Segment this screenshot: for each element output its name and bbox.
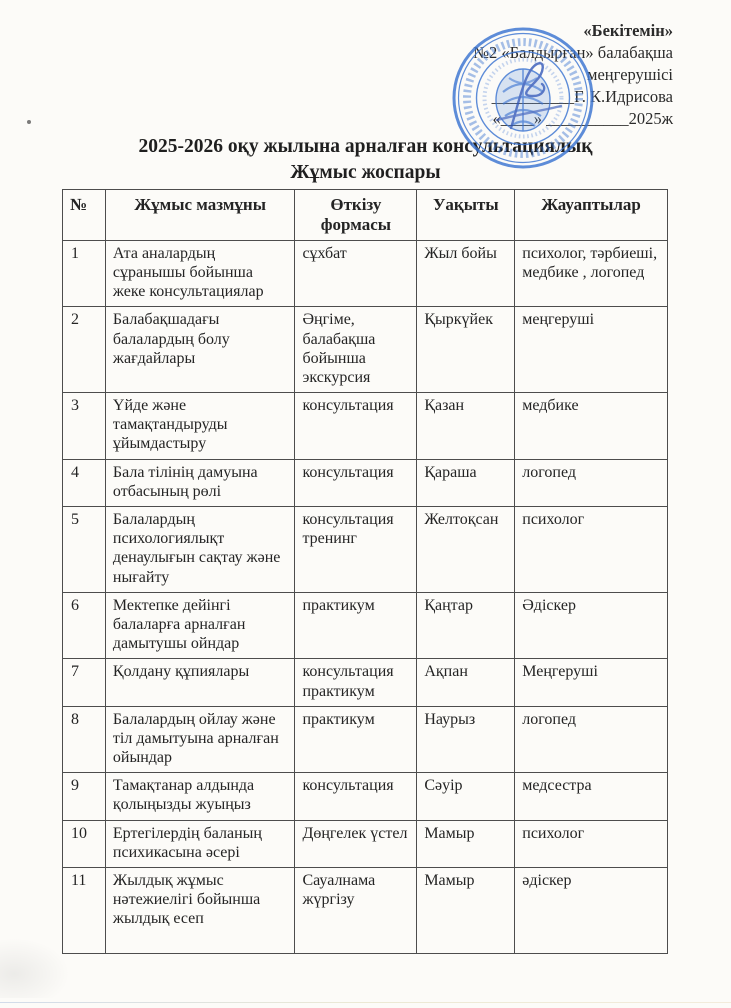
table-row — [63, 507, 668, 593]
table-row — [63, 820, 668, 867]
table-cell: 3 — [63, 393, 106, 460]
table-cell: Балалардың психологиялықт денаулығын сақтау және нығайту — [105, 507, 295, 593]
table-cell: Бала тілінің дамуына отбасының рөлі — [105, 459, 295, 506]
table-cell: психолог, тәрбиеші, медбике , логопед — [515, 240, 668, 307]
table-cell: логопед — [515, 459, 668, 506]
approval-block — [473, 20, 673, 130]
table-cell: меңгеруші — [515, 307, 668, 393]
approval-date-line: «____» __________2025ж — [492, 109, 673, 128]
table-cell: Қазан — [417, 393, 515, 460]
approval-signature-line: __________Г. К.Идрисова — [491, 87, 673, 106]
table-cell: медбике — [515, 393, 668, 460]
table-row — [63, 459, 668, 506]
table-cell: 7 — [63, 659, 106, 706]
table-cell: 11 — [63, 868, 106, 954]
header-form: Өткізу формасы — [295, 190, 417, 241]
table-cell: психолог — [515, 820, 668, 867]
document-title-line2: Жұмыс жоспары — [290, 162, 441, 183]
table-cell: Балалардың ойлау және тіл дамытуына арналған ойындар — [105, 706, 295, 773]
table-row — [63, 868, 668, 954]
table-cell: Мамыр — [417, 868, 515, 954]
table-cell: Әңгіме, балабақша бойынша экскурсия — [295, 307, 417, 393]
table-cell: консультация практикум — [295, 659, 417, 706]
table-cell: Мамыр — [417, 820, 515, 867]
table-cell: Сауалнама жүргізу — [295, 868, 417, 954]
table-cell: Жыл бойы — [417, 240, 515, 307]
approval-line: «Бекітемін» — [583, 21, 673, 40]
table-cell: 2 — [63, 307, 106, 393]
table-cell: әдіскер — [515, 868, 668, 954]
table-row — [63, 307, 668, 393]
table-cell: Ертегілердің баланың психикасына әсері — [105, 820, 295, 867]
scan-speck — [27, 120, 31, 124]
table-cell: 10 — [63, 820, 106, 867]
table-cell: Сәуір — [417, 773, 515, 820]
table-row — [63, 773, 668, 820]
header-number: № — [63, 190, 106, 241]
table-cell: Балабақшадағы балалардың болу жағдайлары — [105, 307, 295, 393]
table-cell: психолог — [515, 507, 668, 593]
table-body — [63, 240, 668, 953]
table-cell: консультация тренинг — [295, 507, 417, 593]
table-cell: консультация — [295, 393, 417, 460]
table-cell: 6 — [63, 592, 106, 659]
table-cell: практикум — [295, 706, 417, 773]
table-cell: Желтоқсан — [417, 507, 515, 593]
table-cell: 4 — [63, 459, 106, 506]
document-title-line1: 2025-2026 оқу жылына арналған консультациялық — [138, 136, 593, 157]
table-cell: сұхбат — [295, 240, 417, 307]
table-cell: Әдіскер — [515, 592, 668, 659]
table-cell: Наурыз — [417, 706, 515, 773]
work-plan-table — [62, 189, 668, 954]
table-row — [63, 706, 668, 773]
header-responsible: Жауаптылар — [515, 190, 668, 241]
table-row — [63, 393, 668, 460]
table-cell: Меңгеруші — [515, 659, 668, 706]
table-cell: Қаңтар — [417, 592, 515, 659]
table-cell: Қолдану құпиялары — [105, 659, 295, 706]
header-work-content: Жұмыс мазмұны — [105, 190, 295, 241]
table-cell: Үйде және тамақтандыруды ұйымдастыру — [105, 393, 295, 460]
table-row — [63, 659, 668, 706]
table-cell: консультация — [295, 773, 417, 820]
approval-line: меңгерушісі — [587, 65, 673, 84]
document-title — [0, 134, 731, 186]
table-cell: 9 — [63, 773, 106, 820]
header-time: Уақыты — [417, 190, 515, 241]
scan-smudge — [0, 938, 70, 998]
table-cell: логопед — [515, 706, 668, 773]
table-header-row — [63, 190, 668, 241]
table-cell: Ақпан — [417, 659, 515, 706]
table-row — [63, 592, 668, 659]
table-cell: Қараша — [417, 459, 515, 506]
table-cell: 5 — [63, 507, 106, 593]
approval-line: №2 «Балдырған» балабақша — [473, 43, 673, 62]
table-cell: 1 — [63, 240, 106, 307]
table-cell: консультация — [295, 459, 417, 506]
table-cell: Жылдық жұмыс нәтежиелігі бойынша жылдық есеп — [105, 868, 295, 954]
scan-edge-line — [0, 1002, 731, 1003]
table-cell: Тамақтанар алдында қолыңызды жуыңыз — [105, 773, 295, 820]
table-cell: 8 — [63, 706, 106, 773]
table-cell: Ата аналардың сұранышы бойынша жеке консультациялар — [105, 240, 295, 307]
table-cell: практикум — [295, 592, 417, 659]
table-cell: Қыркүйек — [417, 307, 515, 393]
table-cell: Дөңгелек үстел — [295, 820, 417, 867]
table-row — [63, 240, 668, 307]
table-cell: медсестра — [515, 773, 668, 820]
table-cell: Мектепке дейінгі балаларға арналған дамытушы ойндар — [105, 592, 295, 659]
